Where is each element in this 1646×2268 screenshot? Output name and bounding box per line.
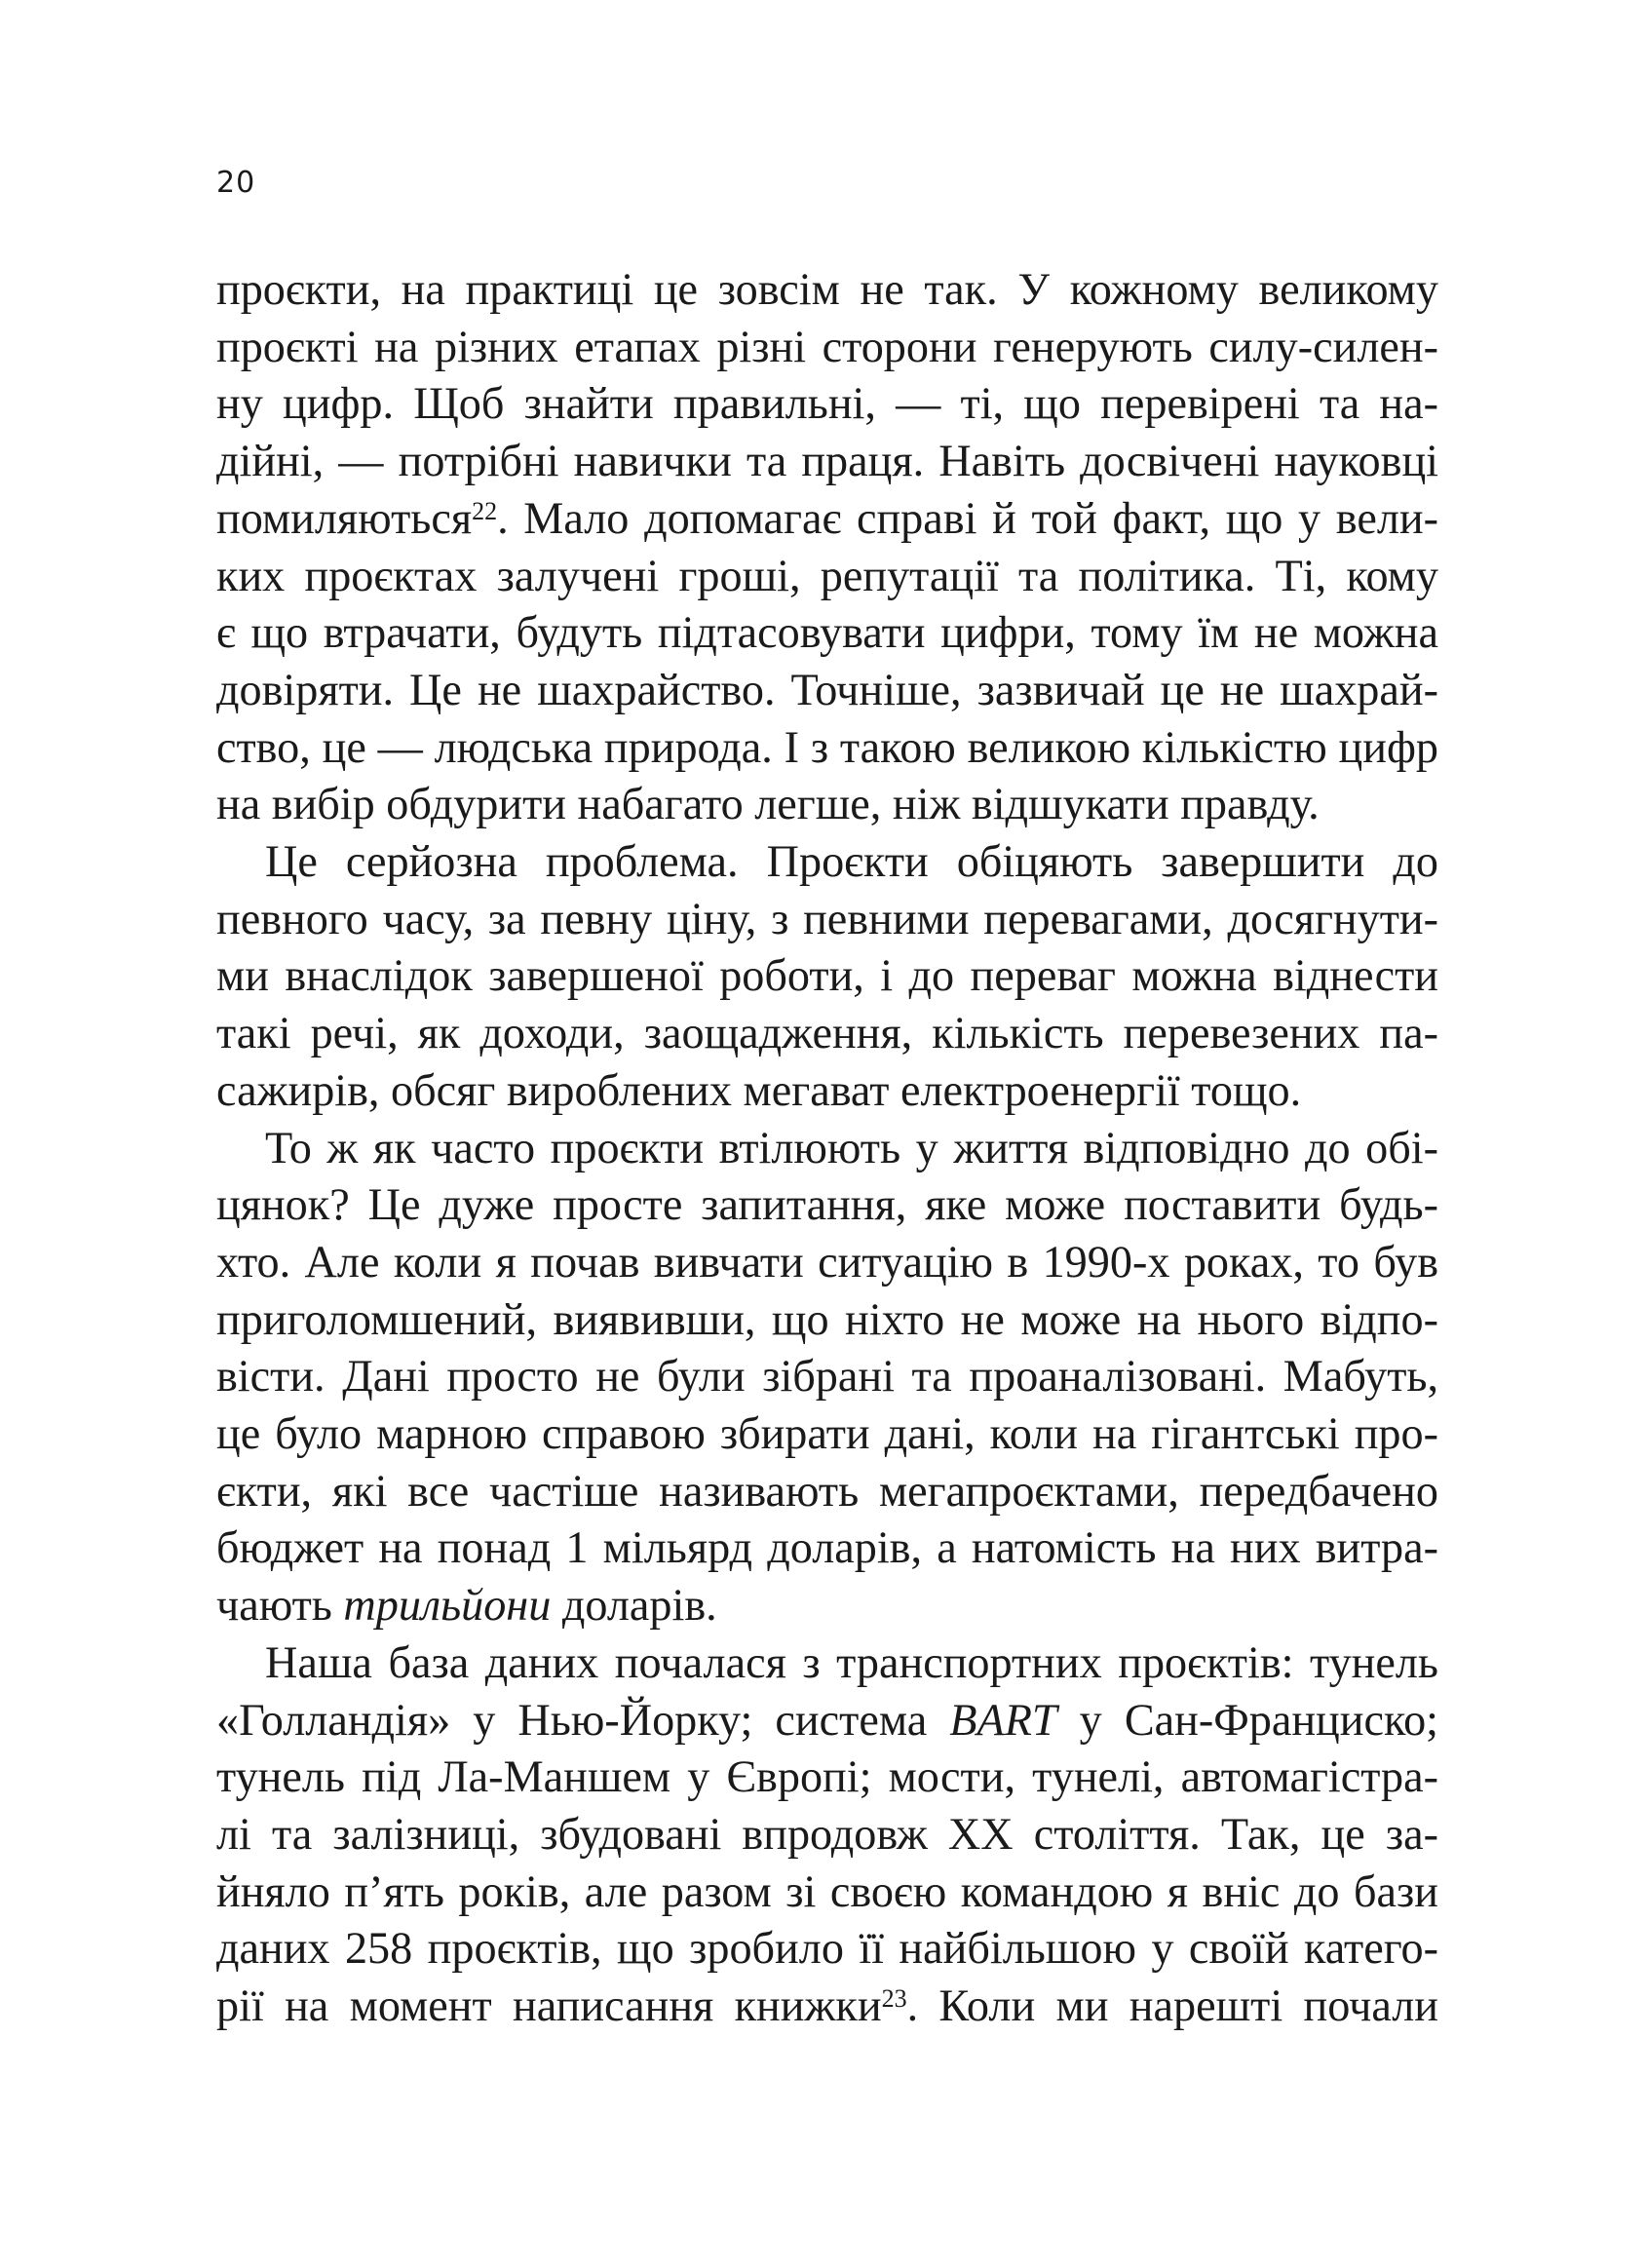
text-run: рії на момент написання книжки xyxy=(216,1980,882,2031)
text-line: даних 258 проєктів, що зробило її найбільшою у своїй катего- xyxy=(216,1923,1438,1974)
text-line: Наша база даних почалася з транспортних проєктів: тунель xyxy=(265,1636,1438,1687)
text-line: це було марною справою збирати дані, коли на гігантські про- xyxy=(216,1408,1438,1459)
text-run: «Голландія» у Нью-Йорку; система xyxy=(216,1694,950,1745)
text-line: вісти. Дані просто не були зібрані та проаналізовані. Мабуть, xyxy=(216,1351,1438,1402)
text-line: ну цифр. Щоб знайти правильні, — ті, що перевірені та на- xyxy=(216,378,1438,429)
text-line xyxy=(216,1577,1438,1634)
text-line: цянок? Це дуже просте запитання, яке може поставити будь- xyxy=(216,1179,1438,1230)
text-line xyxy=(216,490,1438,548)
paragraph-1 xyxy=(216,261,1438,833)
footnote-reference: 22 xyxy=(472,496,498,525)
text-line: сажирів, обсяг вироблених мегават електроенергії тощо. xyxy=(216,1064,1302,1115)
text-line: ми внаслідок завершеної роботи, і до переваг можна віднести xyxy=(216,950,1438,1001)
text-line: приголомшений, виявивши, що ніхто не може на нього відпо- xyxy=(216,1293,1438,1344)
text-line: ких проєктах залучені гроші, репутації та політика. Ті, кому xyxy=(216,550,1438,600)
text-line: є що втрачати, будуть підтасовувати цифри, тому їм не можна xyxy=(216,607,1438,658)
text-line: хто. Але коли я почав вивчати ситуацію в 1990-х роках, то був xyxy=(216,1236,1438,1287)
text-run: . Мало допомагає справі й той факт, що у вели- xyxy=(497,492,1438,543)
body-text xyxy=(216,261,1438,2035)
text-line: ство, це — людська природа. І з такою великою кількістю цифр xyxy=(216,721,1438,772)
text-line: довіряти. Це не шахрайство. Точніше, зазвичай це не шахрай- xyxy=(216,664,1438,714)
text-line xyxy=(216,1978,1438,2035)
text-line: тунель під Ла-Маншем у Європі; мости, тунелі, автомагістра- xyxy=(216,1751,1438,1802)
text-line: дійні, — потрібні навички та праця. Навіть досвічені науковці xyxy=(216,436,1438,486)
text-line: бюджет на понад 1 мільярд доларів, а натомість на них витра- xyxy=(216,1522,1438,1573)
text-line: Це серйозна проблема. Проєкти обіцяють завершити до xyxy=(265,836,1438,887)
footnote-reference: 23 xyxy=(881,1984,907,2014)
text-line: проєкти, на практиці це зовсім не так. У кожному великому xyxy=(216,264,1438,314)
text-line: єкти, які все частіше називають мегапроєктами, передбачено xyxy=(216,1465,1438,1516)
paragraph-2 xyxy=(216,833,1438,1120)
paragraph-4 xyxy=(216,1634,1438,2035)
text-line: То ж як часто проєкти втілюють у життя відповідно до обі- xyxy=(265,1122,1438,1172)
text-run: . Коли ми нарешті почали xyxy=(906,1980,1438,2031)
italic-text: BART xyxy=(949,1694,1057,1745)
text-line: лі та залізниці, збудовані впродовж XX століття. Так, це за- xyxy=(216,1808,1438,1859)
italic-text: трильйони xyxy=(343,1580,552,1631)
text-line: такі речі, як доходи, заощадження, кількість перевезених па- xyxy=(216,1008,1438,1058)
text-line: на вибір обдурити набагато легше, ніж відшукати правду. xyxy=(216,779,1320,829)
page-number: 20 xyxy=(216,166,256,200)
text-run: у Сан-Франциско; xyxy=(1056,1694,1438,1745)
text-line: певного часу, за певну ціну, з певними перевагами, досягнути- xyxy=(216,893,1438,943)
text-run: чають xyxy=(216,1580,344,1631)
paragraph-3 xyxy=(216,1120,1438,1634)
text-line: йняло п’ять років, але разом зі своєю командою я вніс до бази xyxy=(216,1865,1438,1916)
text-run: помиляються xyxy=(216,492,473,543)
text-line: проєкті на різних етапах різні сторони генерують силу-силен- xyxy=(216,321,1438,371)
text-run: доларів. xyxy=(551,1580,717,1631)
text-line xyxy=(216,1692,1438,1749)
